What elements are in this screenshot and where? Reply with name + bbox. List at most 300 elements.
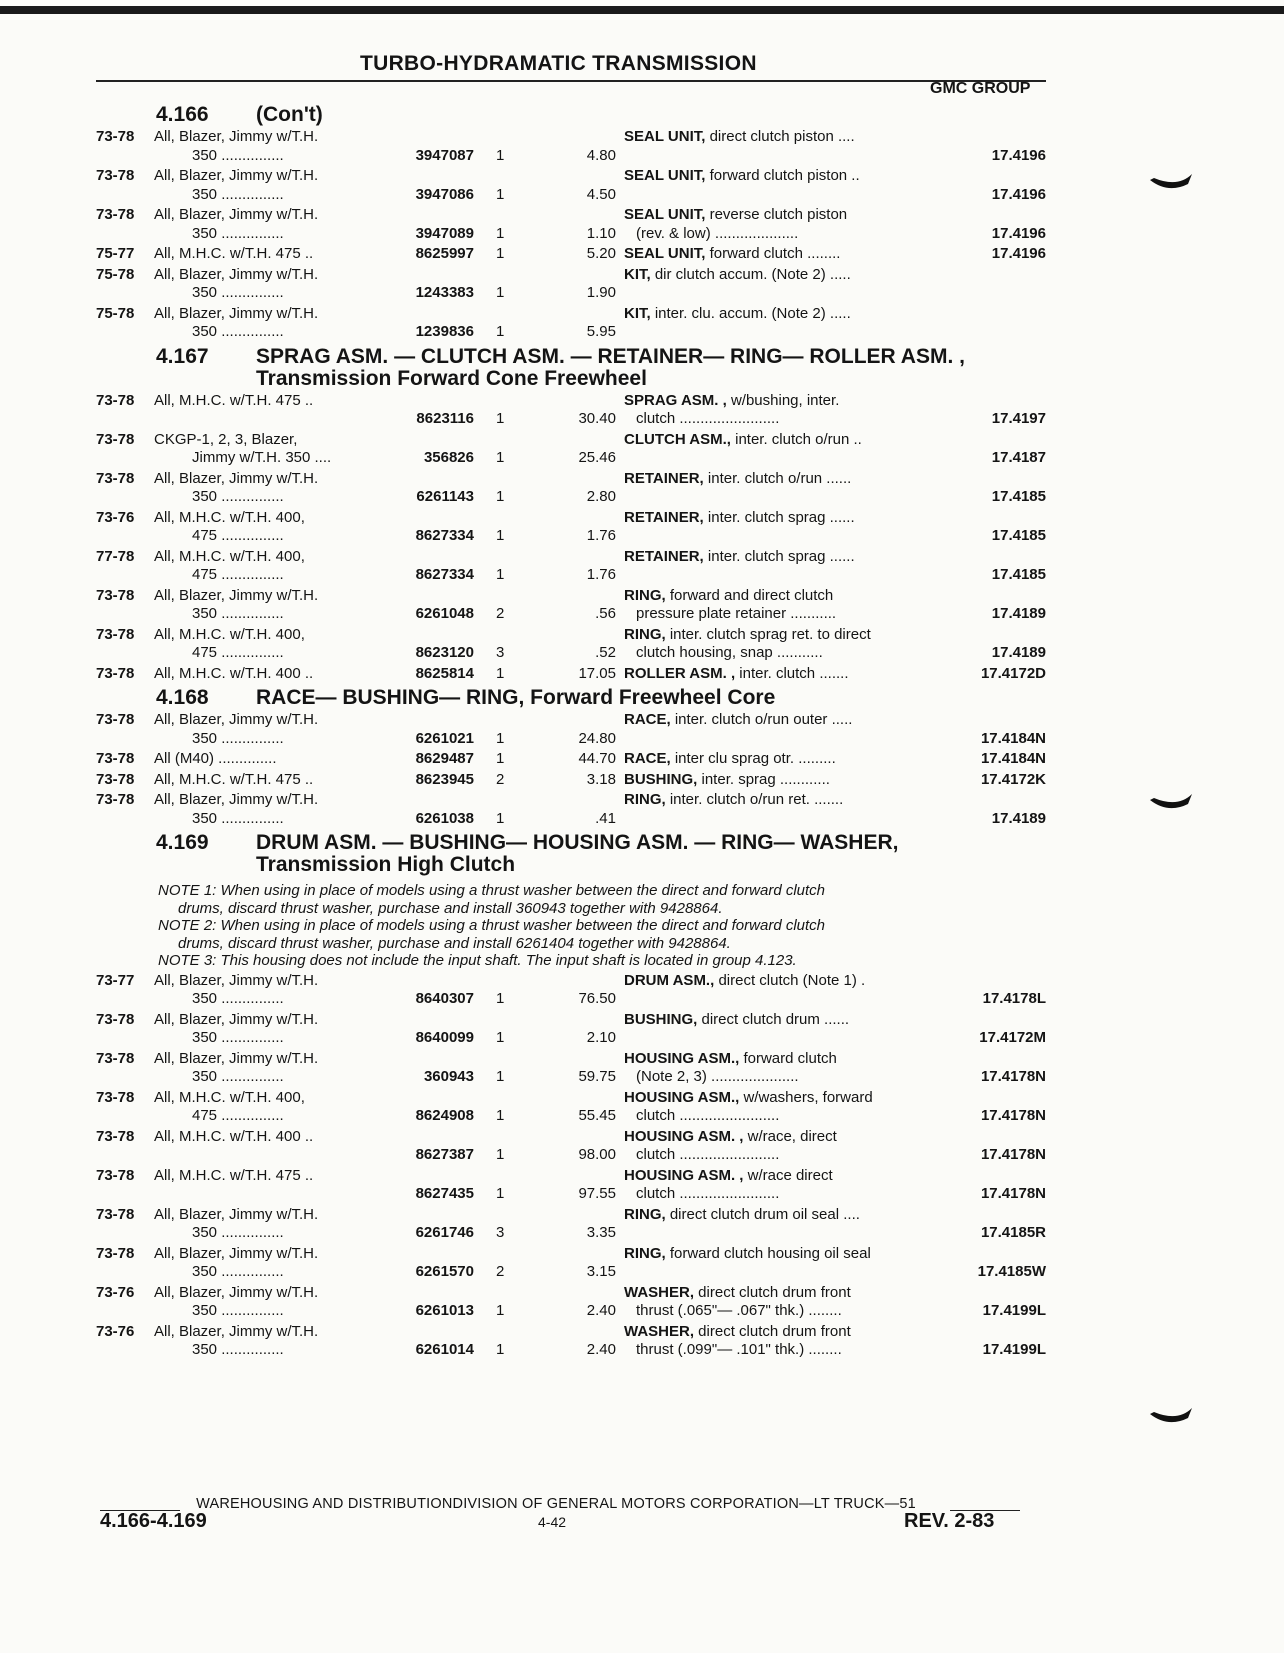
part-number: 8627435 [415,1185,474,1202]
model-years: 73-77 [96,971,135,989]
application-line-cont: 350 ............... [192,1302,284,1319]
footer-page-number: 4-42 [538,1514,567,1530]
description [616,431,936,468]
reference-number: 17.4178N [980,1107,1046,1124]
quantity: 1 [496,323,505,340]
description [616,1089,936,1126]
price: 3.15 [586,1263,616,1280]
application-line: All, M.H.C. w/T.H. 475 .. [154,391,314,409]
section-title-text: DRUM ASM. — BUSHING— HOUSING ASM. — RING— WASHER, [256,831,899,854]
quantity: 1 [496,750,505,767]
description [616,206,936,243]
model-years: 73-78 [96,791,135,808]
application [154,1089,376,1126]
price: 2.40 [586,1302,616,1319]
application [154,431,376,468]
part-number: 356826 [423,449,474,466]
part-number: 8625814 [415,664,474,682]
description-line [624,1167,833,1184]
part-row [96,1284,1056,1321]
part-number: 6261013 [415,1302,474,1319]
description-text: inter. clutch sprag ...... [703,547,855,565]
part-number: 6261014 [415,1341,474,1358]
application-line-cont: 475 ............... [192,566,284,583]
part-row [96,167,1056,204]
description-line [624,1050,837,1067]
model-years: 73-78 [96,625,135,643]
description [616,1323,936,1360]
application [154,1245,376,1282]
reference-number: 17.4172D [980,664,1046,682]
part-row [96,1011,1056,1048]
section-heading [96,104,1056,126]
note-line-cont: drums, discard thrust washer, purchase and install 6261404 together with 9428864. [178,934,731,952]
description-line-cont: clutch ........................ [636,1107,780,1124]
price: 1.90 [586,284,616,301]
application-line-cont: 350 ............... [192,1224,284,1241]
application [154,167,376,204]
model-years: 73-78 [96,1049,135,1067]
description-line [624,305,851,322]
price: 2.40 [586,1341,616,1358]
application-line-cont: 350 ............... [192,729,284,747]
price: 1.76 [586,527,616,544]
quantity: 1 [496,284,505,301]
part-row [96,266,1056,303]
application [154,470,376,507]
description-line [624,431,862,448]
description [616,587,936,624]
part-number: 8640099 [415,1029,474,1046]
part-name: WASHER, [624,1283,695,1301]
application-line: CKGP-1, 2, 3, Blazer, [154,430,298,448]
application [154,1167,376,1204]
reference-number: 17.4196 [991,146,1046,164]
reference-number: 17.4196 [991,185,1046,203]
title-rule [96,80,1046,82]
application [154,305,376,342]
application [154,771,376,790]
description-line [624,548,855,565]
model-years: 73-78 [96,167,135,184]
application-line: All, Blazer, Jimmy w/T.H. [154,1205,319,1223]
part-row [96,1089,1056,1126]
part-row [96,392,1056,429]
application-line: All, Blazer, Jimmy w/T.H. [154,1322,319,1340]
reference-number: 17.4178N [980,1146,1046,1163]
quantity: 2 [496,605,505,622]
price: 98.00 [578,1146,616,1163]
application-line-cont: Jimmy w/T.H. 350 .... [192,449,332,466]
part-row [96,1206,1056,1243]
description [616,771,936,790]
quantity: 3 [496,644,505,661]
application [154,711,376,748]
model-years: 73-78 [96,711,135,728]
part-number: 8627334 [415,527,474,544]
note-line: NOTE 3: This housing does not include the input shaft. The input shaft is located in group 4.123. [158,952,797,969]
price: .56 [595,605,616,622]
description [616,1206,936,1243]
section-title-text: (Con't) [256,103,323,126]
price: 17.05 [578,664,616,682]
description [616,750,936,769]
price: 55.45 [578,1107,616,1124]
application-line: All, Blazer, Jimmy w/T.H. [154,586,319,604]
application-line: All, Blazer, Jimmy w/T.H. [154,971,319,989]
description-text: w/bushing, inter. [726,391,840,409]
reference-number: 17.4185 [991,488,1046,505]
section-heading [96,832,1056,876]
price: 4.50 [586,185,616,203]
part-row [96,1050,1056,1087]
reference-number: 17.4172K [980,770,1046,788]
model-years: 73-78 [96,750,135,767]
description-line [624,167,860,184]
part-row [96,1323,1056,1360]
section-number: 4.168 [156,686,209,709]
application [154,392,376,429]
part-number: 6261570 [415,1263,474,1280]
model-years: 73-78 [96,1088,135,1106]
part-number: 8623120 [415,644,474,661]
reference-number: 17.4185W [977,1263,1046,1280]
description-line [624,972,865,989]
model-years: 73-78 [96,664,135,682]
part-number: 8623945 [415,770,474,788]
price: 2.10 [586,1029,616,1046]
description-line [624,1089,873,1106]
binder-hole-mark [1148,172,1196,194]
quantity: 1 [496,146,505,164]
part-row [96,587,1056,624]
section-title [256,832,1056,876]
part-name: KIT, [624,304,651,322]
quantity: 2 [496,770,505,788]
part-row [96,972,1056,1009]
part-name: RING, [624,1244,666,1262]
model-years: 73-78 [96,128,135,145]
footer-section-range: 4.166-4.169 [100,1510,207,1532]
application-line: All, Blazer, Jimmy w/T.H. [154,128,319,145]
description-line [624,1245,871,1262]
quantity: 1 [496,185,505,203]
description-line [624,245,840,262]
description-text: inter. clutch o/run outer ..... [670,711,853,728]
quantity: 1 [496,1185,505,1202]
part-number: 6261021 [415,729,474,747]
part-name: RETAINER, [624,469,704,487]
part-number: 8627334 [415,566,474,583]
description-text: inter. clutch sprag ret. to direct [665,625,871,643]
description-line [624,791,843,808]
description [616,245,936,264]
description-line [624,509,855,526]
section-notes [96,882,1056,970]
description-text: direct clutch piston .... [705,128,855,145]
group-label: GMC GROUP [930,80,1031,97]
price: 44.70 [578,750,616,767]
footer-revision: REV. 2-83 [904,1510,995,1532]
description-line-cont: clutch ........................ [636,1185,780,1202]
reference-number: 17.4199L [982,1341,1046,1358]
model-years: 73-78 [96,1244,135,1262]
quantity: 1 [496,410,505,427]
quantity: 1 [496,1146,505,1163]
application [154,665,376,684]
application [154,548,376,585]
model-years: 73-78 [96,469,135,487]
part-row [96,431,1056,468]
reference-number: 17.4185 [991,527,1046,544]
part-number: 6261143 [416,488,474,505]
application-line: All, M.H.C. w/T.H. 400 .. [154,664,314,682]
description [616,1050,936,1087]
reference-number: 17.4178N [980,1185,1046,1202]
part-number: 6261048 [415,605,474,622]
application-line: All, Blazer, Jimmy w/T.H. [154,1283,319,1301]
part-row [96,771,1056,790]
description-text: inter. sprag ............ [697,770,830,788]
description-text: inter. clutch ....... [735,664,849,682]
description-line [624,711,852,728]
part-name: WASHER, [624,1322,695,1340]
part-number: 8629487 [415,750,474,767]
reference-number: 17.4187 [991,449,1046,466]
application-line-cont: 475 ............... [192,527,284,544]
quantity: 1 [496,527,505,544]
section-subtitle: Transmission High Clutch [256,853,516,876]
quantity: 1 [496,1029,505,1046]
description-text: forward clutch housing oil seal [665,1244,871,1262]
description [616,711,936,748]
model-years: 75-77 [96,245,135,262]
application-line-cont: 350 ............... [192,1263,284,1280]
application [154,1050,376,1087]
description-line [624,750,836,767]
application-line-cont: 350 ............... [192,990,284,1007]
application-line: All, Blazer, Jimmy w/T.H. [154,469,319,487]
part-row [96,470,1056,507]
application-line-cont: 350 ............... [192,1029,284,1046]
part-name: HOUSING ASM., [624,1088,740,1106]
description-text: w/race, direct [743,1127,837,1145]
price: 25.46 [578,449,616,466]
parts-list [96,100,1056,1360]
section-heading [96,687,1056,709]
description [616,1011,936,1048]
part-name: ROLLER ASM. , [624,664,736,682]
description [616,305,936,342]
part-name: KIT, [624,265,651,283]
part-name: RING, [624,1205,666,1223]
application [154,1284,376,1321]
description [616,1245,936,1282]
quantity: 1 [496,1107,505,1124]
application-line-cont: 350 ............... [192,605,284,622]
description-text: inter. clutch sprag ...... [703,508,855,526]
description-text: direct clutch (Note 1) . [714,971,866,989]
model-years: 73-76 [96,508,135,526]
application [154,587,376,624]
description-line [624,1128,837,1145]
price: 3.35 [586,1224,616,1241]
quantity: 2 [496,1263,505,1280]
quantity: 1 [496,245,505,262]
model-years: 73-78 [96,1205,135,1223]
description-line [624,1011,849,1028]
application [154,791,376,828]
reference-number: 17.4172M [979,1029,1046,1046]
quantity: 1 [496,729,505,747]
reference-number: 17.4184N [980,750,1046,767]
part-number: 1243383 [415,284,474,301]
quantity: 1 [496,566,505,583]
reference-number: 17.4189 [991,605,1046,622]
part-name: SPRAG ASM. , [624,391,727,409]
description-line [624,665,849,682]
description-line [624,266,851,283]
part-number: 8623116 [416,410,474,427]
description-text: direct clutch drum front [694,1322,851,1340]
price: 24.80 [578,729,616,747]
page-title: TURBO-HYDRAMATIC TRANSMISSION [360,52,757,75]
application-line-cont: 350 ............... [192,185,284,203]
binder-hole-mark [1148,792,1196,814]
description [616,665,936,684]
part-name: RACE, [624,711,671,728]
part-number: 3947086 [415,185,474,203]
application [154,1206,376,1243]
description-line-cont: clutch ........................ [636,410,780,427]
section-heading [96,346,1056,390]
quantity: 1 [496,1302,505,1319]
price: .52 [595,644,616,661]
application-line: All, Blazer, Jimmy w/T.H. [154,167,319,184]
part-name: HOUSING ASM. , [624,1127,744,1145]
price: 30.40 [578,410,616,427]
application-line: All, M.H.C. w/T.H. 400, [154,1088,305,1106]
part-number: 3947089 [415,224,474,242]
description [616,1167,936,1204]
reference-number: 17.4178N [980,1068,1046,1085]
description-line-cont: clutch housing, snap ........... [636,644,823,661]
application-line: All, M.H.C. w/T.H. 475 .. [154,1166,314,1184]
description-line-cont: clutch ........................ [636,1146,780,1163]
description-text: inter. clu. accum. (Note 2) ..... [650,304,851,322]
application [154,1011,376,1048]
part-name: RETAINER, [624,508,704,526]
quantity: 1 [496,809,505,827]
section-title [256,346,1056,390]
price: 97.55 [578,1185,616,1202]
description-text: inter. clutch o/run ret. ....... [665,791,844,808]
description-text: direct clutch drum front [694,1283,851,1301]
reference-number: 17.4185 [991,566,1046,583]
part-number: 1239836 [415,323,474,340]
model-years: 73-78 [96,586,135,604]
model-years: 77-78 [96,547,135,565]
description-text: inter. clutch o/run .. [730,430,862,448]
description-text: direct clutch drum oil seal .... [665,1205,860,1223]
part-row [96,245,1056,264]
price: 76.50 [578,990,616,1007]
application [154,1323,376,1360]
description-line [624,128,855,145]
quantity: 1 [496,664,505,682]
price: .41 [595,809,616,827]
price: 3.18 [586,770,616,788]
model-years: 75-78 [96,265,135,283]
description-line-cont: pressure plate retainer ........... [636,605,837,622]
quantity: 1 [496,449,505,466]
part-number: 6261746 [415,1224,474,1241]
part-number: 8640307 [415,990,474,1007]
description [616,548,936,585]
model-years: 73-78 [96,391,135,409]
description-text: reverse clutch piston [705,206,848,223]
price: 5.20 [586,245,616,262]
part-name: RING, [624,791,666,808]
part-name: SEAL UNIT, [624,128,706,145]
application-line-cont: 475 ............... [192,1107,284,1124]
reference-number: 17.4178L [982,990,1046,1007]
reference-number: 17.4185R [980,1224,1046,1241]
application-line-cont: 350 ............... [192,284,284,301]
description-text: forward clutch piston .. [705,167,860,184]
quantity: 1 [496,990,505,1007]
application-line: All, Blazer, Jimmy w/T.H. [154,711,319,728]
price: 4.80 [586,146,616,164]
part-name: RACE, [624,750,671,767]
application-line: All, M.H.C. w/T.H. 475 .. [154,245,314,262]
description-line [624,587,833,604]
note-line: NOTE 1: When using in place of models using a thrust washer between the direct and forward clutch [158,882,826,899]
model-years: 73-76 [96,1283,135,1301]
application-line: All, Blazer, Jimmy w/T.H. [154,304,319,322]
application-line-cont: 350 ............... [192,224,284,242]
part-row [96,1167,1056,1204]
part-row [96,626,1056,663]
application-line-cont: 350 ............... [192,323,284,340]
description-text: forward clutch ........ [705,245,841,262]
description-line [624,1323,851,1340]
part-row [96,1128,1056,1165]
quantity: 1 [496,1341,505,1358]
description [616,266,936,303]
top-border [0,6,1284,14]
model-years: 73-78 [96,770,135,788]
part-name: RETAINER, [624,547,704,565]
section-number: 4.166 [156,103,209,126]
model-years: 73-76 [96,1322,135,1340]
description [616,1284,936,1321]
description-line-cont: (rev. & low) .................... [636,224,799,242]
description-text: forward clutch [739,1049,837,1067]
description [616,128,936,165]
reference-number: 17.4199L [982,1302,1046,1319]
description [616,392,936,429]
part-name: SEAL UNIT, [624,167,706,184]
part-number: 3947087 [415,146,474,164]
application [154,245,376,264]
part-name: RING, [624,625,666,643]
section-number: 4.167 [156,344,209,368]
part-number: 8627387 [415,1146,474,1163]
part-name: RING, [624,586,666,604]
part-number: 6261038 [415,809,474,827]
description-line-cont: thrust (.099"— .101" thk.) ........ [636,1341,842,1358]
